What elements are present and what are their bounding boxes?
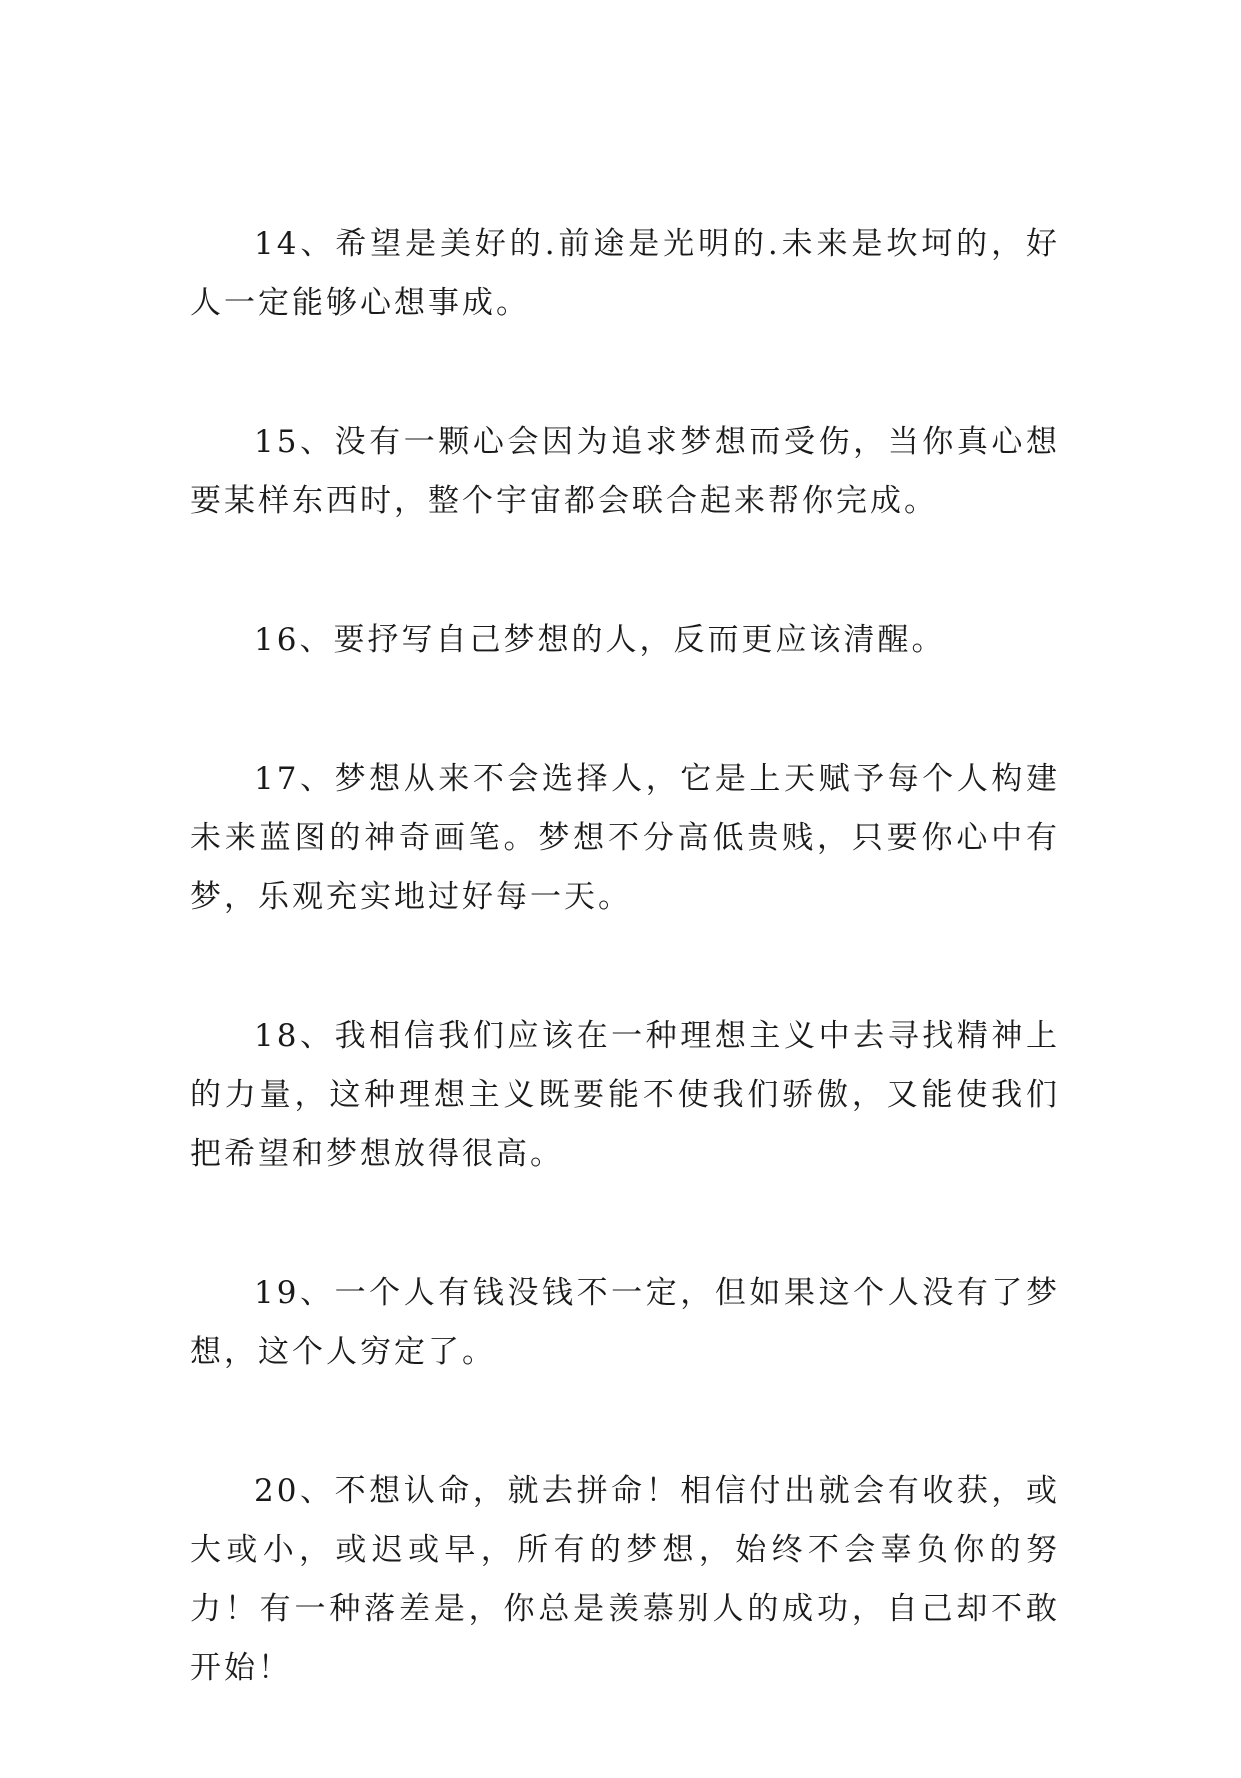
paragraph-text: 要抒写自己梦想的人，反而更应该清醒。 bbox=[333, 622, 946, 658]
paragraph-number: 14、 bbox=[254, 226, 336, 262]
paragraph-text: 希望是美好的.前途是光明的.未来是坎坷的，好人一定能够心想事成。 bbox=[190, 226, 1060, 321]
paragraph-17 bbox=[190, 750, 1060, 927]
paragraph-number: 19、 bbox=[254, 1275, 335, 1311]
paragraph-text: 一个人有钱没钱不一定，但如果这个人没有了梦想，这个人穷定了。 bbox=[190, 1275, 1060, 1370]
paragraph-text: 不想认命，就去拼命！相信付出就会有收获，或大或小，或迟或早，所有的梦想，始终不会辜负你的努力！有一种落差是，你总是羡慕别人的成功，自己却不敢开始！ bbox=[190, 1473, 1060, 1686]
paragraph-16 bbox=[190, 611, 1060, 670]
paragraph-text: 梦想从来不会选择人，它是上天赋予每个人构建未来蓝图的神奇画笔。梦想不分高低贵贱，只要你心中有梦，乐观充实地过好每一天。 bbox=[190, 761, 1060, 915]
paragraph-text: 没有一颗心会因为追求梦想而受伤，当你真心想要某样东西时，整个宇宙都会联合起来帮你完成。 bbox=[190, 424, 1060, 519]
document-body bbox=[190, 215, 1060, 1778]
paragraph-15 bbox=[190, 413, 1060, 531]
paragraph-18 bbox=[190, 1007, 1060, 1184]
paragraph-19 bbox=[190, 1264, 1060, 1382]
paragraph-20 bbox=[190, 1462, 1060, 1698]
paragraph-number: 16、 bbox=[254, 622, 334, 658]
paragraph-14 bbox=[190, 215, 1060, 333]
paragraph-number: 20、 bbox=[254, 1473, 335, 1509]
paragraph-text: 我相信我们应该在一种理想主义中去寻找精神上的力量，这种理想主义既要能不使我们骄傲，又能使我们把希望和梦想放得很高。 bbox=[190, 1018, 1060, 1172]
paragraph-number: 17、 bbox=[254, 761, 335, 797]
paragraph-number: 18、 bbox=[254, 1018, 335, 1054]
paragraph-number: 15、 bbox=[254, 424, 335, 460]
